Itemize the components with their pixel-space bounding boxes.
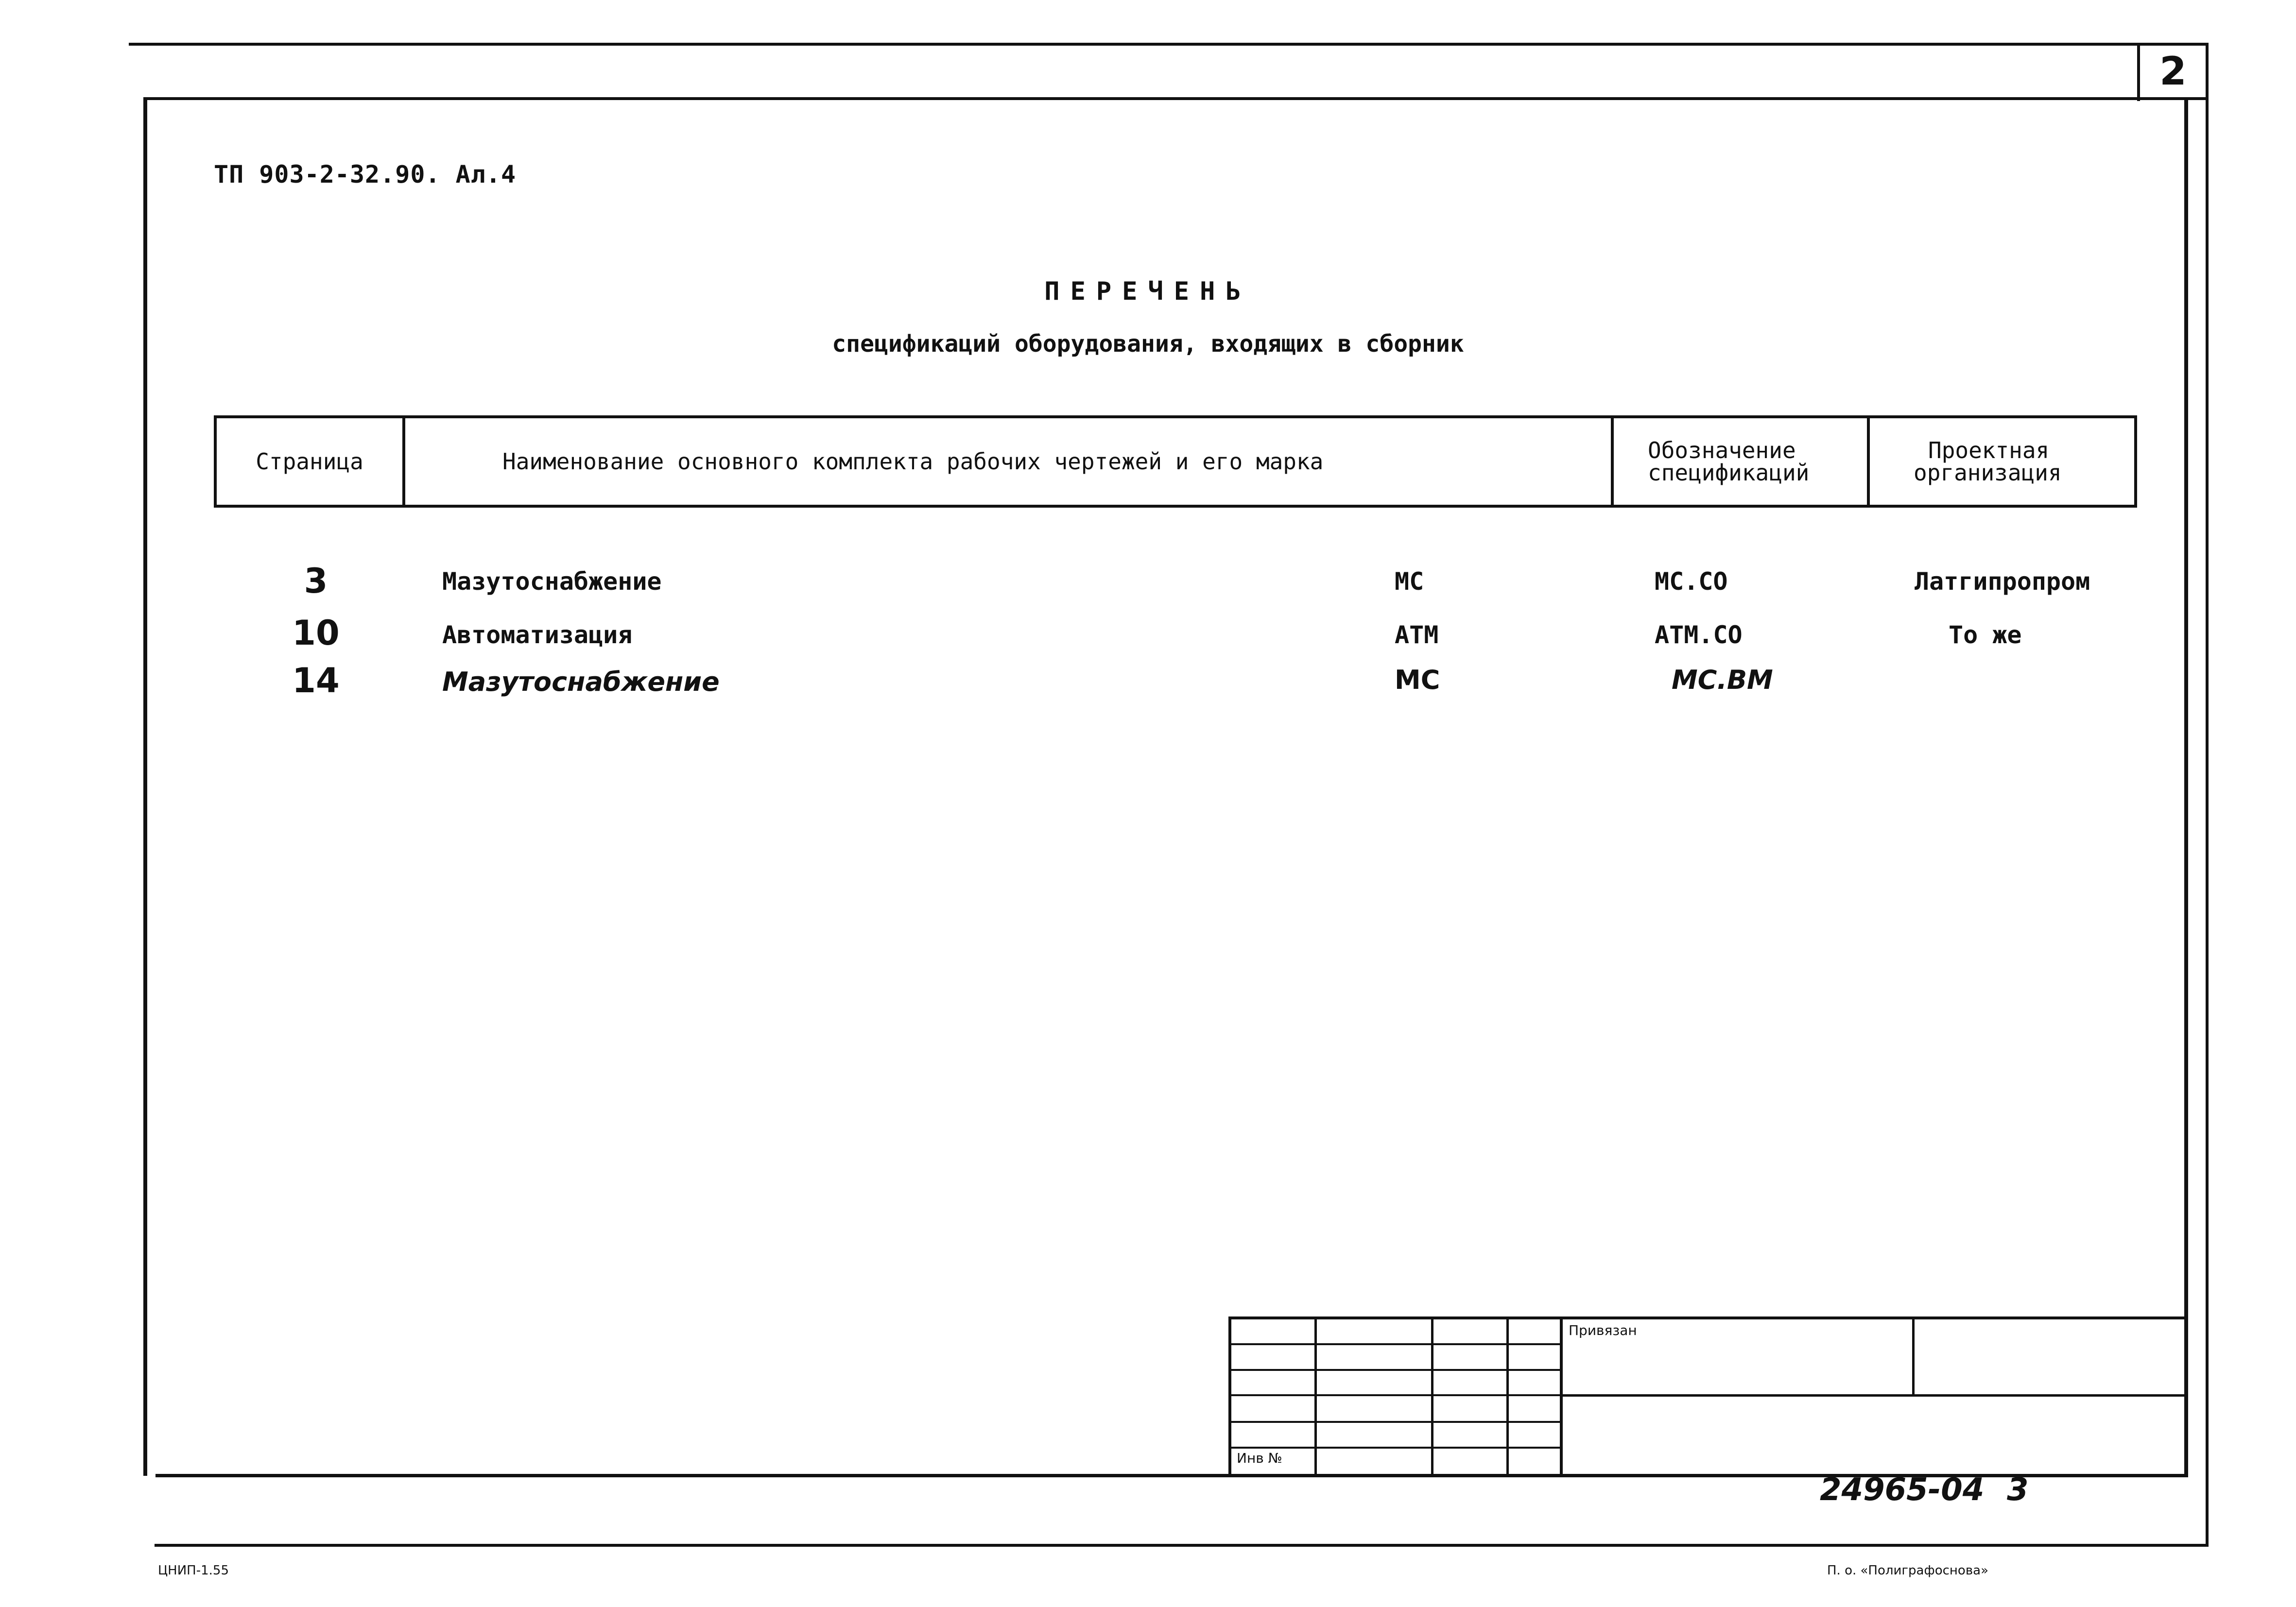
row-name: Автоматизация [442,621,633,649]
stamp-row [1228,1421,1561,1423]
stamp-col [1506,1316,1509,1477]
archive-number: 24965-04 [1820,1472,1985,1508]
sheet-box-right [2206,43,2209,101]
stamp-row [1228,1369,1561,1371]
privyazan-label: Привязан [1569,1322,1637,1338]
page-title: ПЕРЕЧЕНЬ [1044,277,1252,306]
stamp-col [1912,1316,1915,1396]
header-name: Наименование основного комплекта рабочих чертежей и его марка [404,417,1612,506]
table-header [214,415,2137,508]
stamp-row [1563,1394,2188,1397]
frame-top [143,97,2209,100]
row-spec: АТМ.СО [1655,621,1743,649]
document-code: ТП 903-2-32.90. Ал.4 [214,160,517,188]
frame-right-outer [2206,97,2209,1545]
row-name: Мазутоснабжение [442,667,720,697]
page-subtitle: спецификаций оборудования, входящих в сборник [832,330,1464,358]
footer-page-number: 3 [2007,1472,2029,1508]
header-page: Страница [215,417,404,506]
row-page: 14 [292,661,340,701]
stamp-top [1228,1316,2188,1319]
row-page: 3 [304,561,328,601]
stamp-row [1228,1394,1561,1396]
stamp-left [1228,1316,1231,1477]
row-mark: МС [1395,567,1424,596]
stamp-col [1314,1316,1317,1477]
row-name: Мазутоснабжение [442,567,662,596]
header-spec: Обозначение спецификаций [1612,417,1868,506]
stamp-col [1431,1316,1433,1477]
row-org: Латгипропром [1915,567,2090,596]
row-org: То же [1949,621,2022,649]
row-mark: АТМ [1395,621,1439,649]
stamp-col [1560,1316,1563,1477]
stamp-row [1228,1447,1561,1449]
inv-number-label: Инв № [1237,1450,1282,1466]
row-page: 10 [292,613,340,653]
header-org: Проектная организация [1868,417,2136,506]
right-imprint: П. о. «Полиграфоснова» [1827,1563,1988,1578]
row-mark: МС [1395,665,1440,695]
stamp-row [1228,1343,1561,1345]
row-spec: МС.СО [1655,567,1728,596]
row-spec: МС.ВМ [1672,665,1773,695]
top-border [129,43,2209,46]
sheet-box-left [2137,43,2140,101]
lower-border [155,1544,2209,1547]
left-code: ЦНИП-1.55 [158,1563,229,1578]
sheet-number: 2 [2159,49,2187,94]
